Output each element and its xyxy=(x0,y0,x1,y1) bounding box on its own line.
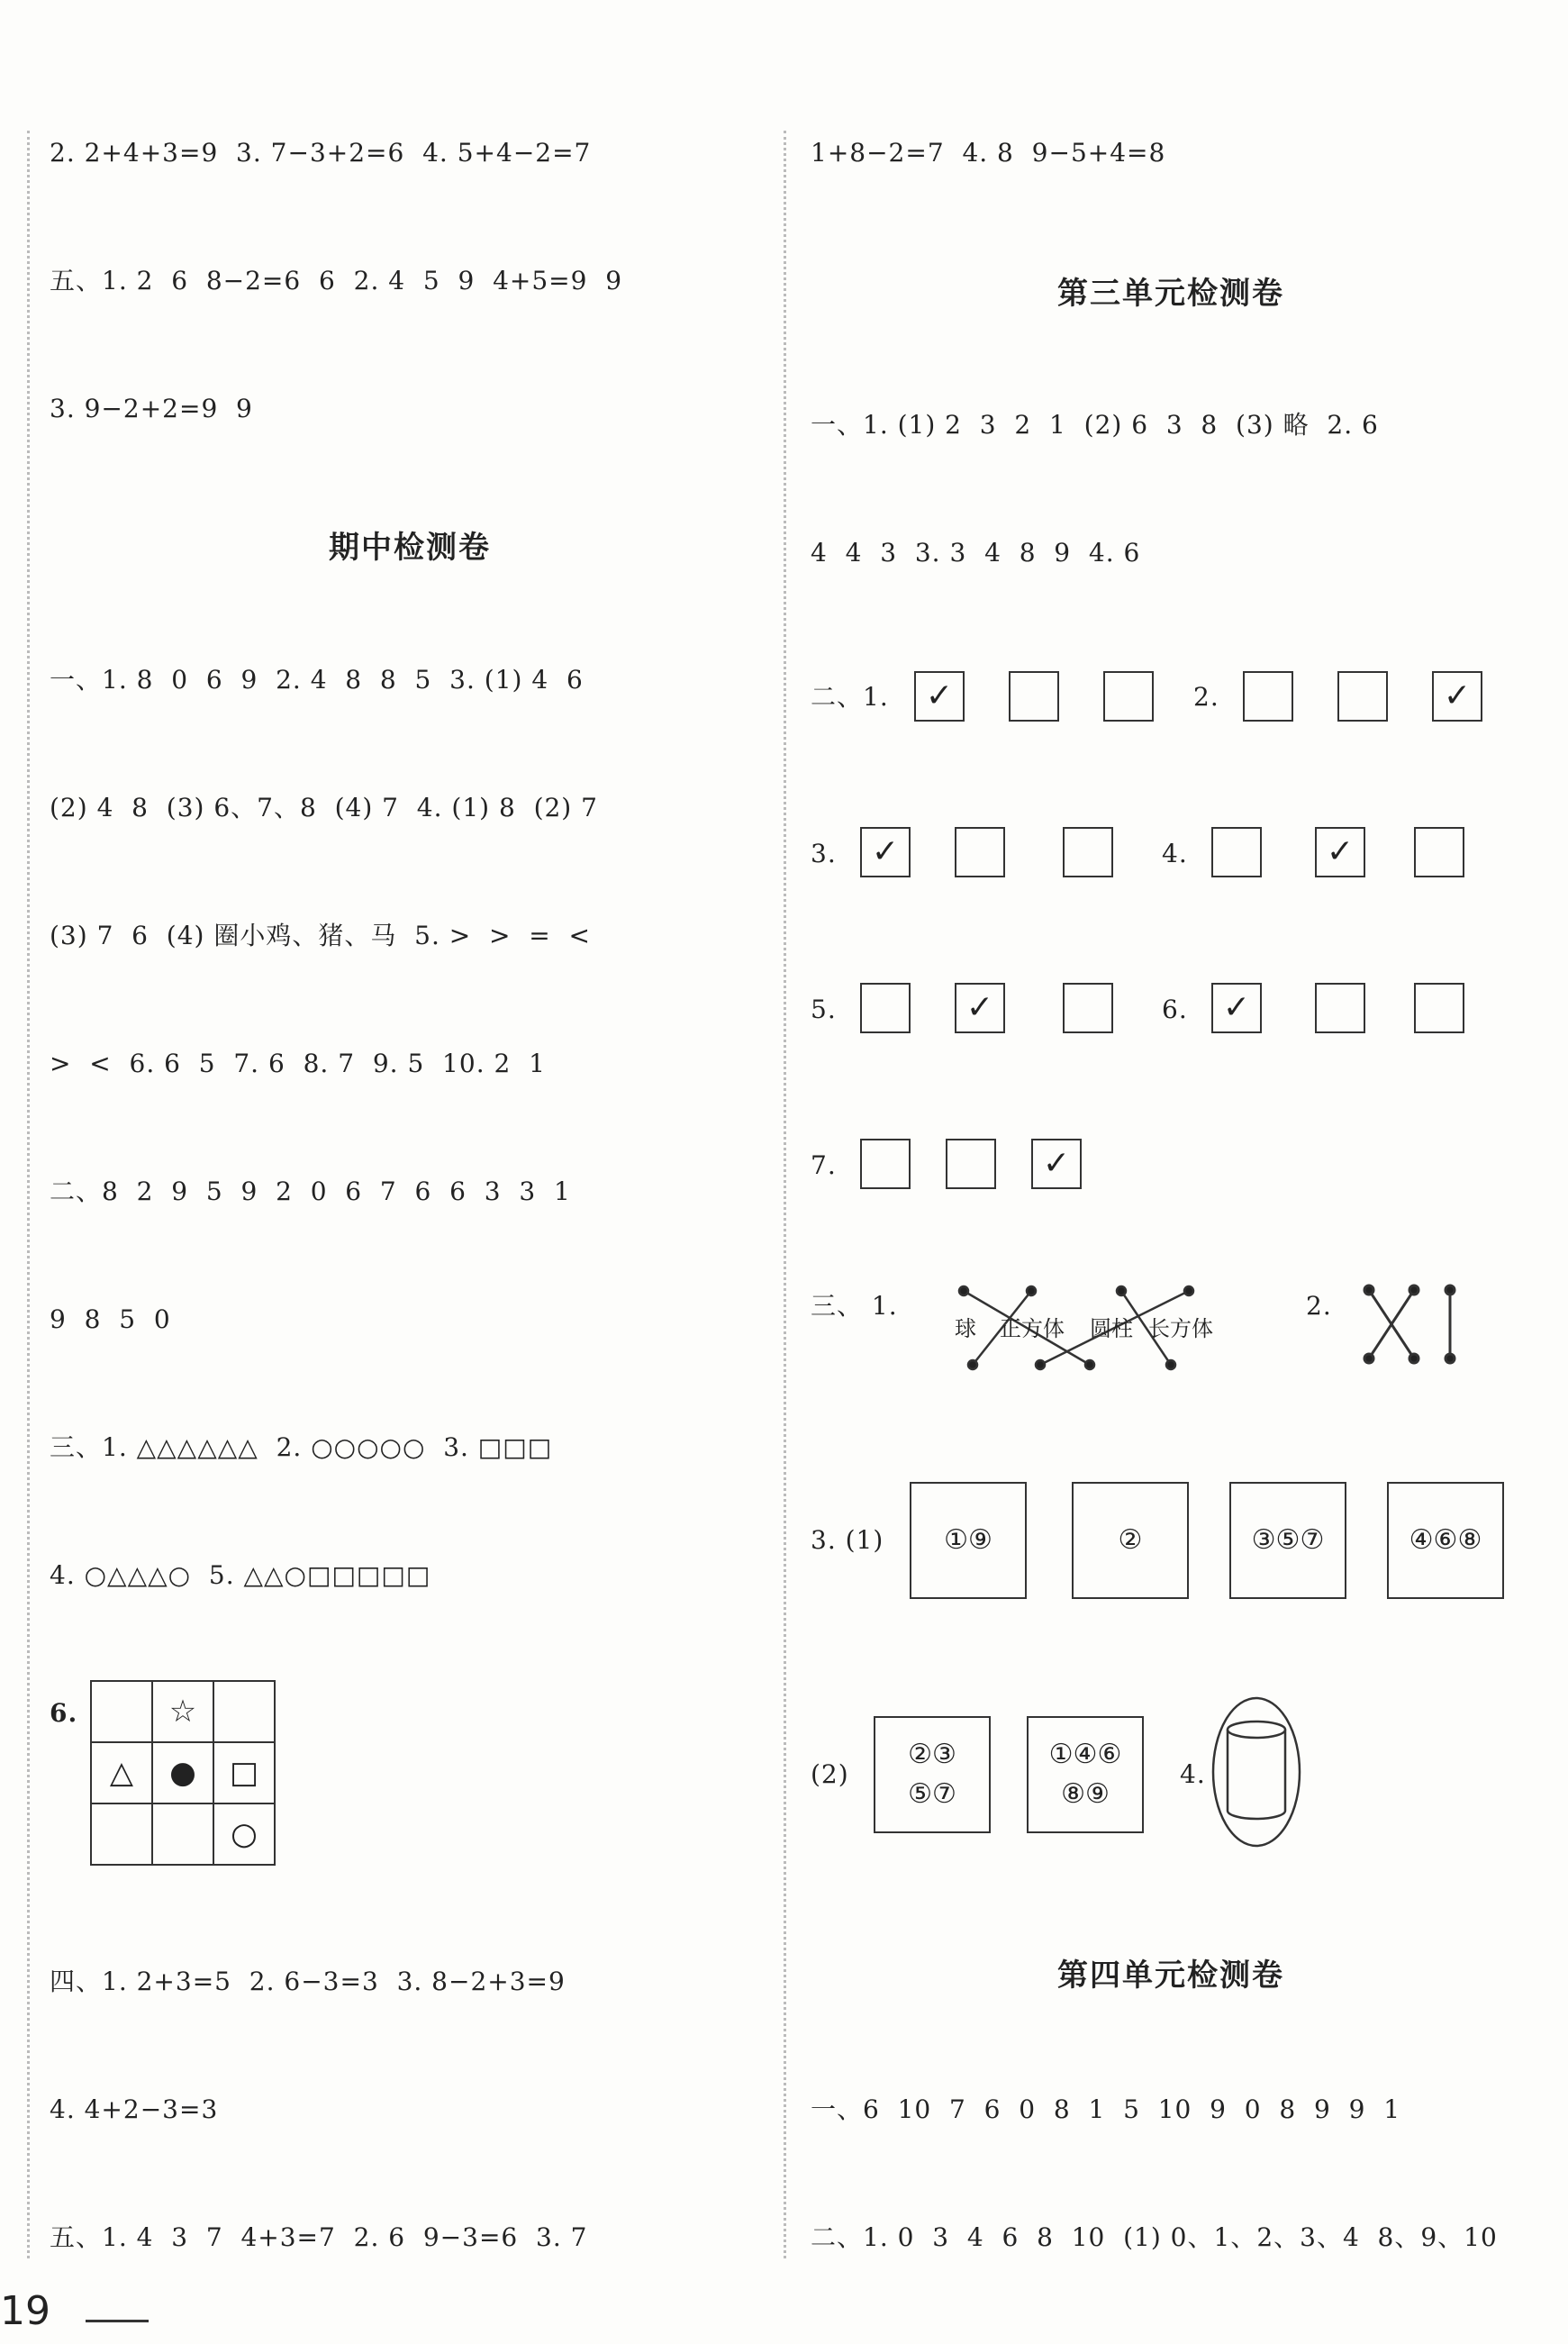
grid-cell-triangle: △ xyxy=(91,1742,152,1803)
question-label: 4. xyxy=(1162,839,1188,868)
matching-diagram xyxy=(955,1275,1252,1383)
answer-line: (3) 7 6 (4) 圈小鸡、猪、马 5. > > = < xyxy=(50,921,592,950)
answer-box xyxy=(1009,671,1059,722)
answer-box xyxy=(1243,671,1293,722)
answer-line: 2. 2+4+3=9 3. 7−3+2=6 4. 5+4−2=7 xyxy=(50,138,592,168)
column-divider xyxy=(27,131,30,2258)
answer-line: 一、6 10 7 6 0 8 1 5 10 9 0 8 9 9 1 xyxy=(811,2094,1401,2124)
answer-box xyxy=(1315,983,1365,1033)
answer-line: 五、1. 2 6 8−2=6 6 2. 4 5 9 4+5=9 9 xyxy=(50,266,623,295)
sort-box: ④⑥⑧ xyxy=(1387,1482,1504,1599)
shape-label: 长方体 xyxy=(1148,1316,1213,1341)
answer-box: ✓ xyxy=(1432,671,1482,722)
answer-line: 4. ○△△△○ 5. △△○□□□□□ xyxy=(50,1560,431,1590)
answer-line: 一、1. 8 0 6 9 2. 4 8 8 5 3. (1) 4 6 xyxy=(50,665,584,695)
answer-box xyxy=(1414,983,1464,1033)
answer-box xyxy=(1103,671,1154,722)
column-divider xyxy=(784,131,786,2258)
answer-line: 1+8−2=7 4. 8 9−5+4=8 xyxy=(811,138,1166,168)
cylinder-circled-icon xyxy=(1207,1694,1306,1851)
page-number: 19 xyxy=(0,2288,50,2334)
question-label: 4. xyxy=(1180,1759,1206,1789)
grid-cell xyxy=(152,1803,213,1865)
section-title: 期中检测卷 xyxy=(329,530,491,566)
question-label: 6. xyxy=(1162,995,1188,1024)
matching-dots xyxy=(1360,1279,1459,1369)
question-label: 2. xyxy=(1193,682,1219,712)
answer-box xyxy=(860,1139,911,1189)
question-label: 6. xyxy=(50,1698,78,1728)
section-title: 第四单元检测卷 xyxy=(1057,1958,1284,1994)
shape-grid xyxy=(90,1680,276,1866)
answer-line: 4. 4+2−3=3 xyxy=(50,2094,219,2124)
question-label: 7. xyxy=(811,1150,837,1180)
grid-cell-circle: ○ xyxy=(213,1803,275,1865)
question-label: 三、 1. xyxy=(811,1291,898,1321)
question-label: 二、1. xyxy=(811,682,889,712)
answer-line: 三、1. △△△△△△ 2. ○○○○○ 3. □□□ xyxy=(50,1432,553,1462)
grid-cell xyxy=(91,1803,152,1865)
answer-box xyxy=(1063,827,1113,877)
sort-box: ①⑨ xyxy=(910,1482,1027,1599)
answer-box: ✓ xyxy=(914,671,965,722)
grid-cell xyxy=(213,1681,275,1742)
grid-cell-star: ☆ xyxy=(152,1681,213,1742)
answer-box: ✓ xyxy=(955,983,1005,1033)
answer-line: > < 6. 6 5 7. 6 8. 7 9. 5 10. 2 1 xyxy=(50,1049,546,1078)
question-label: 5. xyxy=(811,995,837,1024)
answer-box: ✓ xyxy=(1315,827,1365,877)
section-title: 第三单元检测卷 xyxy=(1057,276,1284,312)
page-number-dash xyxy=(86,2320,149,2322)
answer-box xyxy=(1063,983,1113,1033)
answer-line: 二、1. 0 3 4 6 8 10 (1) 0、1、2、3、4 8、9、10 xyxy=(811,2222,1498,2252)
shape-label: 正方体 xyxy=(1000,1316,1065,1341)
question-label: (2) xyxy=(811,1759,849,1789)
grid-cell xyxy=(91,1681,152,1742)
answer-box xyxy=(1337,671,1388,722)
sort-box: ② xyxy=(1072,1482,1189,1599)
question-label: 2. xyxy=(1306,1291,1332,1321)
answer-line: (2) 4 8 (3) 6、7、8 (4) 7 4. (1) 8 (2) 7 xyxy=(50,793,598,822)
answer-box xyxy=(860,983,911,1033)
answer-line: 五、1. 4 3 7 4+3=7 2. 6 9−3=6 3. 7 xyxy=(50,2222,588,2252)
answer-line: 4 4 3 3. 3 4 8 9 4. 6 xyxy=(811,538,1141,568)
answer-line: 四、1. 2+3=5 2. 6−3=3 3. 8−2+3=9 xyxy=(50,1967,566,1996)
grid-cell-dot: ● xyxy=(152,1742,213,1803)
sort-box: ③⑤⑦ xyxy=(1229,1482,1346,1599)
question-label: 3. xyxy=(811,839,837,868)
answer-line: 二、8 2 9 5 9 2 0 6 7 6 6 3 3 1 xyxy=(50,1177,571,1206)
question-label: 3. (1) xyxy=(811,1525,884,1555)
shape-label: 球 xyxy=(955,1316,976,1341)
answer-box xyxy=(1211,827,1262,877)
answer-box: ✓ xyxy=(1211,983,1262,1033)
answer-line: 9 8 5 0 xyxy=(50,1304,171,1334)
answer-line: 3. 9−2+2=9 9 xyxy=(50,394,253,423)
sort-box: ②③ ⑤⑦ xyxy=(874,1716,991,1833)
shape-label: 圆柱 xyxy=(1090,1316,1133,1341)
answer-box: ✓ xyxy=(1031,1139,1082,1189)
answer-box xyxy=(946,1139,996,1189)
answer-box: ✓ xyxy=(860,827,911,877)
answer-box xyxy=(1414,827,1464,877)
answer-box xyxy=(955,827,1005,877)
grid-cell-square: □ xyxy=(213,1742,275,1803)
sort-box: ①④⑥ ⑧⑨ xyxy=(1027,1716,1144,1833)
answer-line: 一、1. (1) 2 3 2 1 (2) 6 3 8 (3) 略 2. 6 xyxy=(811,410,1379,440)
